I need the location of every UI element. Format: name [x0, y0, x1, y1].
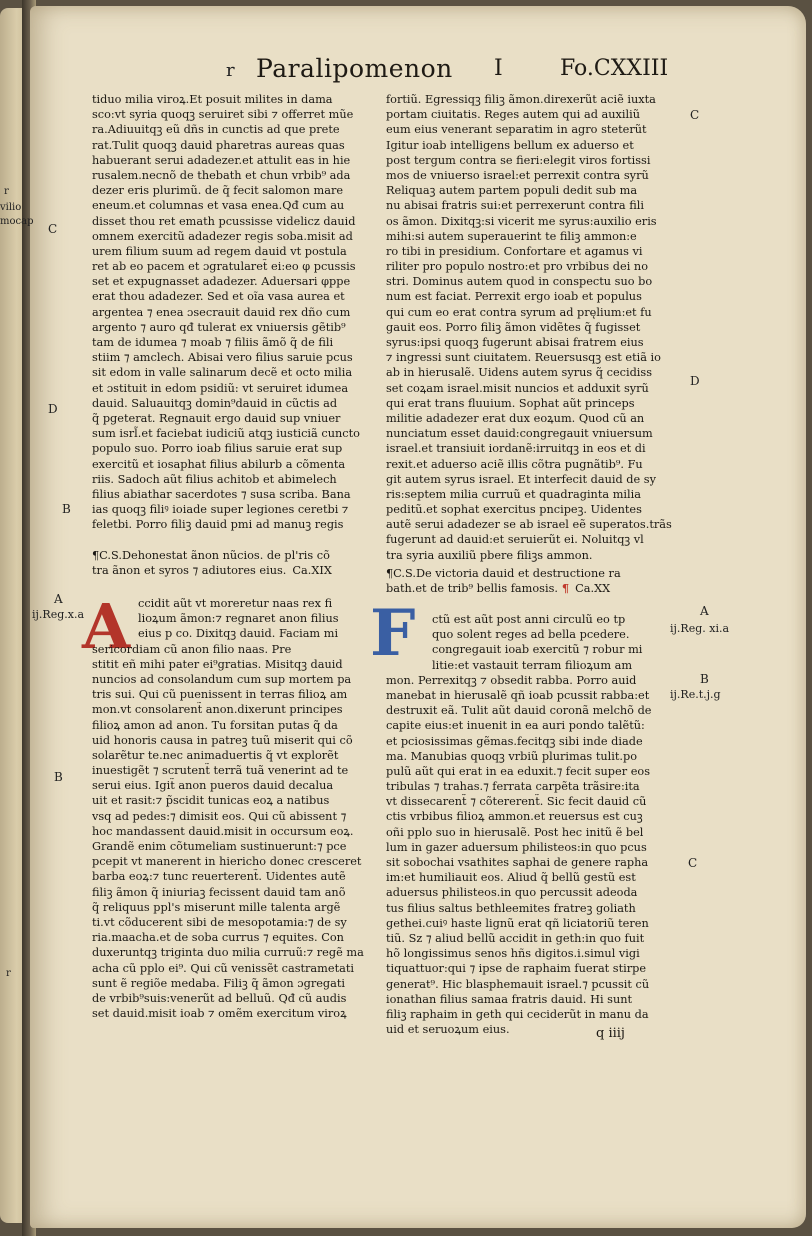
left-column	[92, 92, 378, 532]
text-line: erat thou adadezer. Sed et oĩa vasa aurea et	[92, 290, 345, 304]
signature-mark: q iiij	[596, 1026, 625, 1041]
text-line: feletbi. Porro filiꝫ dauid pmi ad manuꝫ regis	[92, 518, 344, 532]
text-line: et ɔstituit in edom psidiũ: vt seruiret idumea	[92, 381, 349, 395]
text-line: eneum.et columnas et vasa enea.Qđ cum au	[92, 199, 345, 213]
text-line: pulũ aũt qui erat in ea eduxit.⁊ fecit super eos	[386, 764, 650, 778]
text-line: sit sobochai vsathites saphai de genere rapha	[386, 856, 649, 869]
text-line: omnem exercitũ adadezer regis soba.misit ad	[92, 229, 353, 243]
text-line: sco:vt syria quoqꝫ seruiret sibi ⁊ offerret mũe	[92, 108, 354, 122]
text-line: num est faciat. Perrexit ergo ioab et populus	[386, 290, 642, 304]
text-line: ab in hierusalẽ. Uidens autem syrus q̃ cecidiss	[386, 366, 653, 380]
text-line: set dauid.misit ioab ⁊ omẽm exercitum viroꝝ	[92, 1007, 347, 1021]
facing-page-mark: r	[4, 186, 9, 197]
text-line: lum in gazer aduersum philisteos:in quo pcus	[386, 840, 647, 854]
text-line: militie adadezer erat dux eoꝝum. Quod cũ an	[386, 411, 645, 425]
text-line: pcepit vt manerent in hiericho donec cresceret	[92, 855, 362, 869]
text-line: q̃ reliquus ppl's miserunt mille talenta argẽ	[92, 900, 341, 914]
text-line: peditũ.et sophat exercitus pncipeꝫ. Uidentes	[386, 503, 642, 517]
text-line: git autem syrus israel. Et interfecit dauid de sy	[386, 472, 656, 486]
text-line: filius abiathar sacerdotes ⁊ susa scriba. Bana	[92, 487, 351, 501]
text-line: os ãmon. Dixitqꝫ:si vicerit me syrus:auxilio eris	[386, 214, 657, 228]
chapter-heading-line: ¶C.S.De victoria dauid et destructione ra	[386, 567, 621, 580]
text-line: sit edom in valle salinarum decẽ et octo milia	[92, 366, 353, 380]
text-line: mos de vniuerso israel:et perrexit contra syrũ	[386, 168, 649, 182]
text-line: nu abisai fratris sui:et perrexerunt contra fili	[386, 199, 644, 213]
margin-reference: ij.Reg.x.a	[32, 608, 85, 621]
text-line: fugerunt ad dauid:et seruierũt ei. Noluitqꝫ vl	[386, 533, 644, 547]
running-title: Paralipomenon	[256, 54, 453, 83]
text-line: tra syria auxiliũ pbere filiꝫs ammon.	[386, 548, 593, 562]
text-line: aduersus philisteos.in quo percussit adeoda	[386, 886, 638, 900]
text-line: set et expugnasset adadezer. Aduersari φppe	[92, 275, 351, 289]
text-line: et pciosissimas gẽmas.fecitqꝫ sibi inde diade	[386, 734, 643, 748]
margin-letter: C	[48, 222, 58, 236]
text-line: nunciatum esset dauid:congregauit vniuersum	[386, 427, 653, 441]
left-column-text	[92, 92, 378, 532]
text-line: tiduo milia viroꝝ.Et posuit milites in dama	[92, 93, 333, 106]
text-line: stri. Dominus autem quod in conspectu suo bo	[386, 275, 653, 289]
decorated-initial-a: A	[82, 590, 131, 663]
text-line: litie:et vastauit terram filioꝝum am	[432, 658, 633, 672]
text-line: qui erat trans fluuium. Sophat aũt princeps	[386, 396, 635, 410]
left-body-text	[92, 596, 378, 1021]
text-line: filiꝫ raphaim in geth qui ceciderũt in manu da	[386, 1007, 649, 1021]
text-line: fortiũ. Egressiqꝫ filiꝫ ãmon.direxerũt aciẽ iuxta	[386, 93, 656, 106]
text-line: eum eius venerant separatim in agro steterũt	[386, 123, 647, 137]
text-line: ret ab eo pacem et ɔgratularet̃ ei:eo φ pcussis	[92, 260, 356, 274]
text-line: barba eoꝝ:⁊ tunc reuerterent̃. Uidentes autẽ	[92, 870, 346, 884]
text-line: ris:septem milia curruũ et quadraginta milia	[386, 487, 641, 501]
paragraph-mark-icon: ¶	[557, 581, 570, 596]
text-line: ra.Adiuuitqꝫ eũ dñs in cunctis ad que prete	[92, 123, 340, 137]
text-line: oñi pplo suo in hierusalẽ. Post hec initũ ẽ bel	[386, 825, 644, 839]
text-line: hoc mandassent dauid.misit in occursum eoꝝ.	[92, 824, 354, 838]
margin-letter: B	[700, 672, 709, 686]
chapter-number: Ca.XX	[575, 582, 611, 596]
text-line: populo suo. Porro ioab filius saruie erat sup	[92, 442, 343, 456]
text-line: habuerant serui adadezer.et attulit eas in hie	[92, 153, 351, 167]
chapter-heading-text: tra ãnon et syros ⁊ adiutores eius.	[92, 564, 287, 578]
text-line: urem filium suum ad regem dauid vt postula	[92, 244, 347, 258]
header-mark: r	[226, 60, 235, 81]
text-line: ctũ est aũt post anni circulũ eo tp	[432, 613, 626, 626]
text-line: stitit eñ mihi pater ei⁹gratias. Misitqꝫ dauid	[92, 657, 343, 671]
text-line: nuncios ad consolandum cum sup mortem pa	[92, 672, 352, 686]
text-line: uit et rasit:⁊ p̃scidit tunicas eoꝝ a natibus	[92, 794, 330, 808]
text-line: filiꝫ ãmon q̃ iniuriaꝫ fecissent dauid tam anõ	[92, 885, 346, 899]
volume-number: I	[494, 56, 503, 81]
text-line: acha cũ pplo ei⁹. Qui cũ venissẽt castrametati	[92, 961, 354, 975]
text-line: duxeruntqꝫ triginta duo milia curruũ:⁊ regẽ ma	[92, 946, 364, 960]
chapter-heading-xix	[92, 548, 378, 578]
text-line: qui cum eo erat contra syrum ad pręlium:et fu	[386, 305, 652, 319]
margin-letter: C	[688, 856, 698, 870]
text-line: Reliquaꝫ autem partem populi dedit sub ma	[386, 184, 638, 198]
text-line: gauit eos. Porro filiꝫ ãmon vidẽtes q̃ fugisset	[386, 320, 641, 334]
text-line: ccidit aũt vt moreretur naas rex fi	[138, 597, 333, 610]
text-line: gethei.cuiꝰ haste lignũ erat qñ liciatoriũ teren	[386, 916, 649, 930]
text-line: tris sui. Qui cũ puenissent in terras filioꝝ am	[92, 688, 348, 702]
text-line: tribulas ⁊ trahas.⁊ ferrata carpẽta trãsire:ita	[386, 780, 640, 794]
chapter-heading-line: ¶C.S.Dehonestat ãnon nũcios. de pl'ris cõ	[92, 549, 330, 562]
margin-letter: D	[690, 374, 700, 388]
text-line: ⁊ ingressi sunt ciuitatem. Reuersusqꝫ est etiã io	[386, 351, 661, 365]
text-line: congregauit ioab exercitũ ⁊ robur mi	[432, 643, 643, 657]
text-line: tus filius saltus bethleemites fratreꝫ goliath	[386, 901, 636, 915]
text-line: ionathan filius samaa fratris dauid. Hi sunt	[386, 992, 633, 1006]
text-line: uid et seruoꝝum eius.	[386, 1023, 510, 1037]
margin-letter: C	[690, 108, 700, 122]
text-line: rusalem.necnõ de thebath et chun vrbib⁹ ada	[92, 168, 351, 182]
text-line: destruxit eã. Tulit aũt dauid coronã melchõ de	[386, 704, 652, 718]
text-line: rat.Tulit quoqꝫ dauid pharetras aureas quas	[92, 138, 345, 152]
text-line: lioꝝum ãmon:⁊ regnaret anon filius	[138, 612, 339, 626]
text-line: ti.vt cõducerent sibi de mesopotamia:⁊ de sy	[92, 915, 347, 929]
text-line: set coꝝam israel.misit nuncios et adduxit syrũ	[386, 381, 649, 395]
text-line: dauid. Saluauitqꝫ domin⁹dauid in cũctis ad	[92, 396, 338, 410]
right-column	[386, 92, 674, 563]
text-line: disset thou ret emath pcussisse videlicz dauid	[92, 214, 356, 228]
margin-letter: B	[54, 770, 63, 784]
right-body-text	[386, 612, 674, 1037]
text-line: exercitũ et iosaphat filius abilurb a cõmenta	[92, 457, 346, 471]
text-line: tiũ. Sz ⁊ aliud bellũ accidit in geth:in quo fuit	[386, 931, 645, 945]
chapter-heading-line	[92, 563, 378, 578]
text-line: ria.maacha.et de soba currus ⁊ equites. Con	[92, 931, 344, 945]
text-line: inuestigẽt ⁊ scrutent̃ terrã tuã venerint ad te	[92, 764, 349, 778]
text-line: autẽ serui adadezer se ab israel eẽ superatos.trãs	[386, 518, 672, 532]
text-line: filioꝝ amon ad anon. Tu forsitan putas q̃ da	[92, 718, 338, 732]
text-line: hõ longissimus senos hñs digitos.i.simul vigi	[386, 947, 640, 961]
chapter-heading-xx	[386, 566, 674, 596]
text-line: stiim ⁊ amclech. Abisai vero filius saruie pcus	[92, 351, 353, 365]
text-line: solarẽtur te.nec animaduertis q̃ vt explorẽt	[92, 748, 339, 762]
text-line: rexit.et aduerso aciẽ illis cõtra pugnãtib⁹. Fu	[386, 457, 643, 471]
text-line: uid honoris causa in patreꝫ tuũ miserit qui cõ	[92, 733, 353, 747]
text-line: vsq ad pedes:⁊ dimisit eos. Qui cũ abissent ⁊	[92, 809, 347, 823]
margin-letter: A	[54, 592, 63, 606]
text-line: q̃ pgeterat. Regnauit ergo dauid sup vniuer	[92, 411, 341, 425]
text-line: im:et humiliauit eos. Aliud q̃ bellũ gestũ est	[386, 871, 636, 885]
text-line: ctis vrbibus filioꝝ ammon.et reuersus est cuꝫ	[386, 810, 643, 824]
text-line: Igitur ioab intelligens bellum ex aduerso et	[386, 138, 634, 152]
text-line: tiquattuor:qui ⁊ ipse de raphaim fuerat stirpe	[386, 962, 647, 976]
text-line: mon.vt consolarent̃ anon.dixerunt principes	[92, 703, 343, 717]
text-line: post tergum contra se fieri:elegit viros fortissi	[386, 153, 651, 167]
text-line: vt dissecarent̃ ⁊ cõtererent̃. Sic fecit dauid cũ	[386, 795, 647, 809]
text-line: serui eius. Igit̃ anon pueros dauid decalua	[92, 779, 334, 793]
margin-letter: A	[700, 604, 709, 618]
text-line: dezer eris plurimũ. de q̃ fecit salomon mare	[92, 184, 344, 198]
margin-reference: ij.Reg. xi.a	[670, 622, 730, 635]
text-line: mon. Perrexitqꝫ ⁊ obsedit rabba. Porro auid	[386, 673, 637, 687]
margin-reference: ij.Re.t.j.g	[670, 688, 721, 701]
text-line: ias quoqꝫ filiꝰ ioiade super legiones ceretbi ⁊	[92, 503, 349, 517]
text-line: eius p co. Dixitqꝫ dauid. Faciam mi	[138, 627, 339, 641]
text-line: israel.et transiuit iordanẽ:irruitqꝫ in eos et di	[386, 442, 646, 456]
text-line: manebat in hierusalẽ qñ ioab pcussit rabba:et	[386, 688, 650, 702]
text-line: capite eius:et inuenit in ea auri pondo talẽtũ:	[386, 719, 645, 733]
text-line: syrus:ipsi quoqꝫ fugerunt abisai fratrem eius	[386, 336, 644, 349]
text-line: argentea ⁊ enea ɔsecrauit dauid rex dño cum	[92, 305, 351, 319]
text-line: generat⁹. Hic blasphemauit israel.⁊ pcussit cũ	[386, 977, 650, 991]
text-line: mihi:si autem superauerint te filiꝫ ammon:e	[386, 229, 637, 243]
text-line: sunt ẽ regiõe medaba. Filiꝫ q̃ ãmon ɔgregati	[92, 976, 346, 990]
text-line: Grandẽ enim cõtumeliam sustinuerunt:⁊ pce	[92, 840, 347, 853]
text-line: riis. Sadoch aũt filius achitob et abimelech	[92, 472, 337, 486]
text-line: de vrbib⁹suis:venerũt ad belluũ. Qđ cũ audis	[92, 991, 347, 1005]
text-line: argento ⁊ auro qđ tulerat ex vniuersis gẽtib⁹	[92, 320, 346, 334]
chapter-number: Ca.XIX	[292, 564, 332, 578]
text-line: quo solent reges ad bella pcedere.	[432, 628, 630, 642]
facing-page-mark: mocap	[0, 216, 34, 227]
text-line: tam de idumea ⁊ moab ⁊ filiis ãmõ q̃ de fili	[92, 336, 334, 349]
chapter-heading-text: bath.et de trib⁹ bellis famosis.	[386, 582, 558, 596]
facing-page-mark: vilio	[0, 202, 22, 213]
text-line: sericordiam cũ anon filio naas. Pre	[92, 642, 292, 656]
text-line: riliter pro populo nostro:et pro vrbibus dei no	[386, 260, 649, 274]
text-line: sum isrl̃.et faciebat iudiciũ atqꝫ iusticiã cuncto	[92, 427, 360, 441]
text-line: ma. Manubias quoqꝫ vrbiũ plurimas tulit.po	[386, 749, 638, 763]
facing-page-mark: r	[6, 968, 11, 979]
decorated-initial-f: F	[370, 596, 416, 671]
margin-letter: D	[48, 402, 58, 416]
folio-number: Fo.CXXIII	[560, 56, 669, 81]
chapter-heading-line	[386, 581, 674, 596]
text-line: ro tibi in presidium. Confortare et agamus vi	[386, 244, 643, 258]
margin-letter: B	[62, 502, 71, 516]
text-line: portam ciuitatis. Reges autem qui ad auxiliũ	[386, 108, 641, 122]
